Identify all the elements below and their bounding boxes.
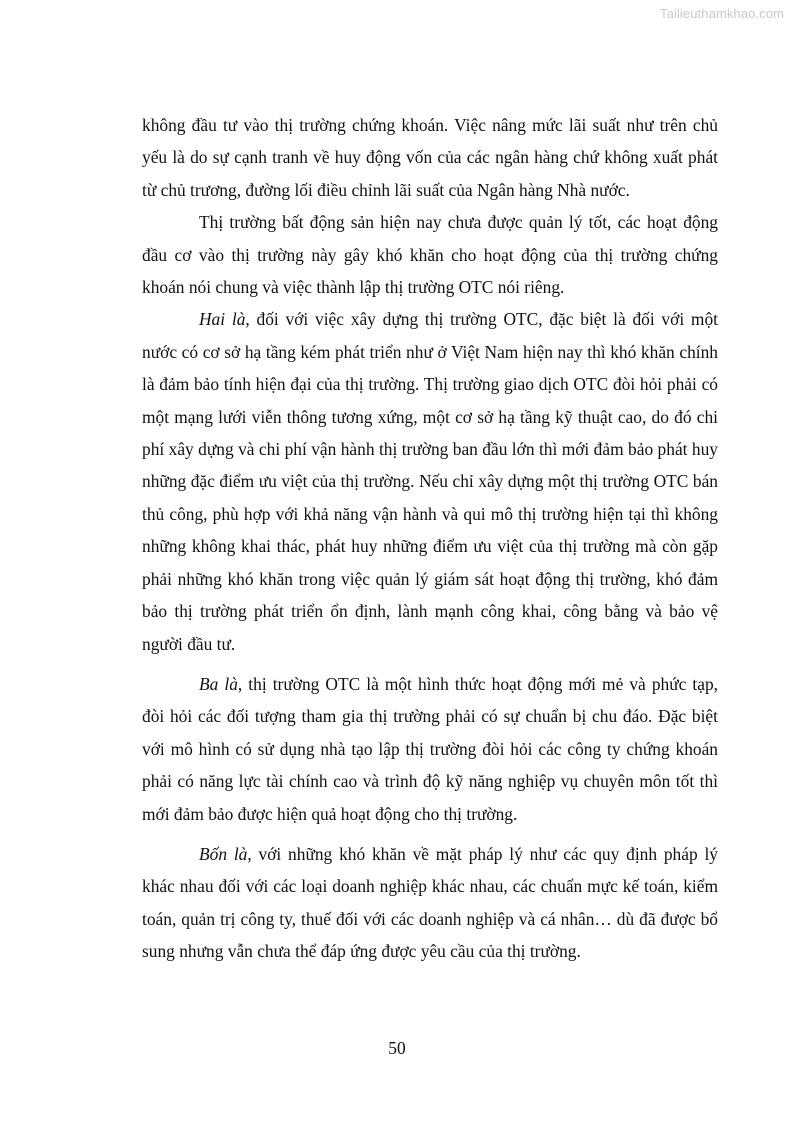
page-number: 50 xyxy=(388,1038,406,1058)
paragraph-text: Thị trường bất động sản hiện nay chưa được quản lý tốt, các hoạt động đầu cơ vào thị trường này gây khó khăn cho hoạt động của thị trường chứng khoán nói chung và việc thành lập thị trường OTC nói riêng. xyxy=(142,212,718,298)
paragraph-bon-la xyxy=(142,838,718,968)
paragraph-real-estate xyxy=(142,206,718,303)
paragraph-ba-la xyxy=(142,668,718,830)
paragraph-lead: Ba là xyxy=(199,673,238,694)
document-body xyxy=(142,109,718,968)
paragraph-hai-la xyxy=(142,303,718,659)
paragraph-text: , đối với việc xây dựng thị trường OTC, đặc biệt là đối với một nước có cơ sở hạ tầng kém phát triển như ở Việt Nam hiện nay thì khó khăn chính là đảm bảo tính hiện đại của thị trường. Thị trường giao dịch OTC đòi hỏi phải có một mạng lưới viễn thông tương xứng, một cơ sở hạ tầng kỹ thuật cao, do đó chi phí xây dựng và chi phí vận hành thị trường ban đầu lớn thì mới đảm bảo phát huy những đặc điểm ưu việt của thị trường. Nếu chỉ xây dựng một thị trường OTC bán thủ công, phù hợp với khả năng vận hành và qui mô thị trường hiện tại thì không những không khai thác, phát huy những điểm ưu việt của thị trường mà còn gặp phải những khó khăn trong việc quản lý giám sát hoạt động thị trường, khó đảm bảo thị trường phát triển ổn định, lành mạnh công khai, công bằng và bảo vệ người đầu tư. xyxy=(142,309,718,654)
paragraph-text: , thị trường OTC là một hình thức hoạt động mới mẻ và phức tạp, đòi hỏi các đối tượng tham gia thị trường phải có sự chuẩn bị chu đáo. Đặc biệt với mô hình có sử dụng nhà tạo lập thị trường đòi hỏi các công ty chứng khoán phải có năng lực tài chính cao và trình độ kỹ năng nghiệp vụ chuyên môn tốt thì mới đảm bảo được hiện quả hoạt động cho thị trường. xyxy=(142,673,718,824)
paragraph-text: , với những khó khăn về mặt pháp lý như các quy định pháp lý khác nhau đối với các loại doanh nghiệp khác nhau, các chuẩn mực kế toán, kiểm toán, quản trị công ty, thuế đối với các doanh nghiệp và cá nhân… dù đã được bổ sung nhưng vẫn chưa thể đáp ứng được yêu cầu của thị trường. xyxy=(142,843,719,962)
paragraph-continuation xyxy=(142,109,718,206)
paragraph-lead: Hai là xyxy=(199,309,246,330)
paragraph-lead: Bốn là xyxy=(199,843,248,864)
watermark: Tailieuthamkhao.com xyxy=(659,6,784,21)
paragraph-text: không đầu tư vào thị trường chứng khoán. Việc nâng mức lãi suất như trên chủ yếu là do sự cạnh tranh về huy động vốn của các ngân hàng chứ không xuất phát từ chủ trương, đường lối điều chỉnh lãi suất của Ngân hàng Nhà nước. xyxy=(142,115,718,200)
